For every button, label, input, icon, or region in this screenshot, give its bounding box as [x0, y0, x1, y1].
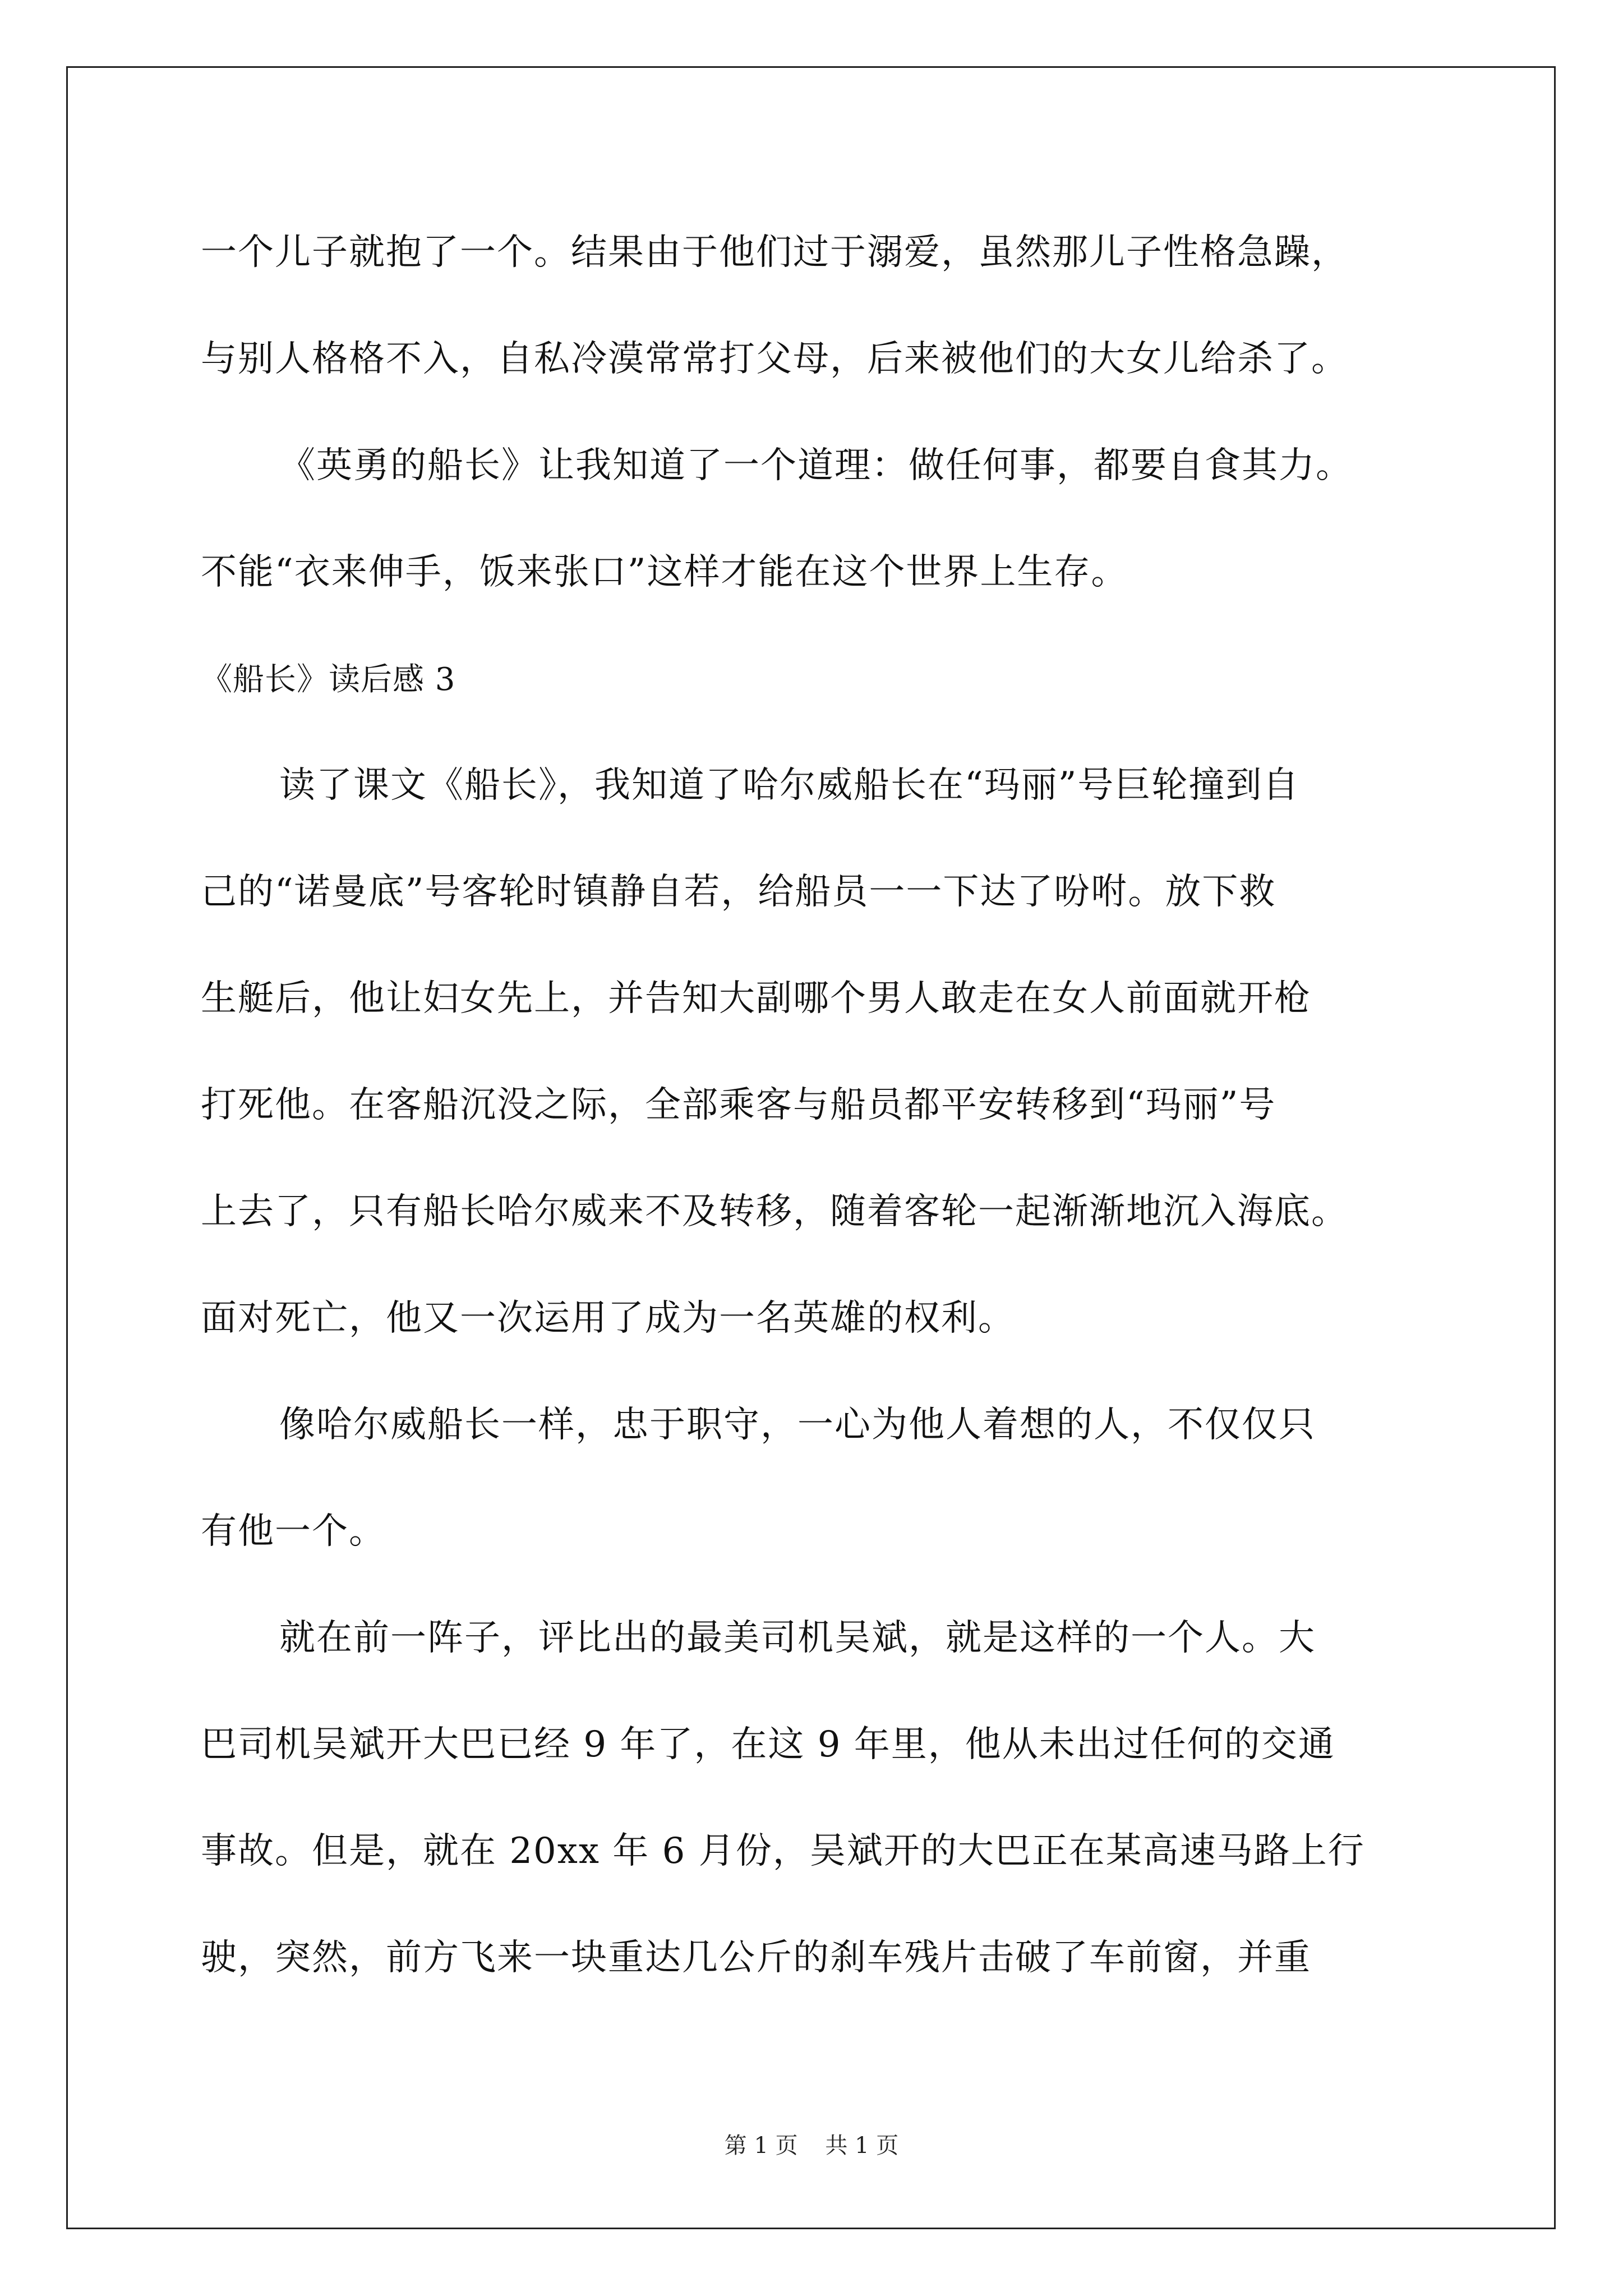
text-line-9: 打死他。在客船沉没之际，全部乘客与船员都平安转移到“玛丽”号	[201, 1084, 1276, 1126]
text-line-8: 生艇后，他让妇女先上，并告知大副哪个男人敢走在女人前面就开枪	[201, 978, 1311, 1019]
text-line-16: 事故。但是，就在 20xx 年 6 月份，吴斌开的大巴正在某高速马路上行	[201, 1830, 1365, 1872]
text-line-2: 与别人格格不入，自私冷漠常常打父母，后来被他们的大女儿给杀了。	[201, 338, 1348, 380]
text-line-13: 有他一个。	[201, 1511, 386, 1552]
page-total: 共 1 页	[825, 2133, 899, 2159]
text-line-3: 《英勇的船长》让我知道了一个道理：做任何事，都要自食其力。	[279, 445, 1353, 486]
text-line-1: 一个儿子就抱了一个。结果由于他们过于溺爱，虽然那儿子性格急躁，	[201, 232, 1348, 273]
text-line-14: 就在前一阵子，评比出的最美司机吴斌，就是这样的一个人。大	[279, 1617, 1316, 1659]
text-line-15: 巴司机吴斌开大巴已经 9 年了，在这 9 年里，他从未出过任何的交通	[201, 1724, 1335, 1765]
page-number: 第 1 页	[724, 2133, 798, 2159]
text-line-10: 上去了，只有船长哈尔威来不及转移，随着客轮一起渐渐地沉入海底。	[201, 1191, 1348, 1232]
section-heading: 《船长》读后感 3	[201, 661, 456, 698]
text-line-7: 己的“诺曼底”号客轮时镇静自若，给船员一一下达了吩咐。放下救	[201, 871, 1276, 913]
page-border	[66, 66, 1556, 2229]
text-line-6: 读了课文《船长》，我知道了哈尔威船长在“玛丽”号巨轮撞到自	[279, 765, 1300, 806]
text-line-12: 像哈尔威船长一样，忠于职守，一心为他人着想的人，不仅仅只	[279, 1404, 1316, 1446]
text-line-11: 面对死亡，他又一次运用了成为一名英雄的权利。	[201, 1297, 1015, 1339]
page-footer	[0, 2132, 1623, 2160]
text-line-4: 不能“衣来伸手，饭来张口”这样才能在这个世界上生存。	[201, 551, 1128, 593]
text-line-17: 驶，突然，前方飞来一块重达几公斤的刹车残片击破了车前窗，并重	[201, 1937, 1311, 1978]
